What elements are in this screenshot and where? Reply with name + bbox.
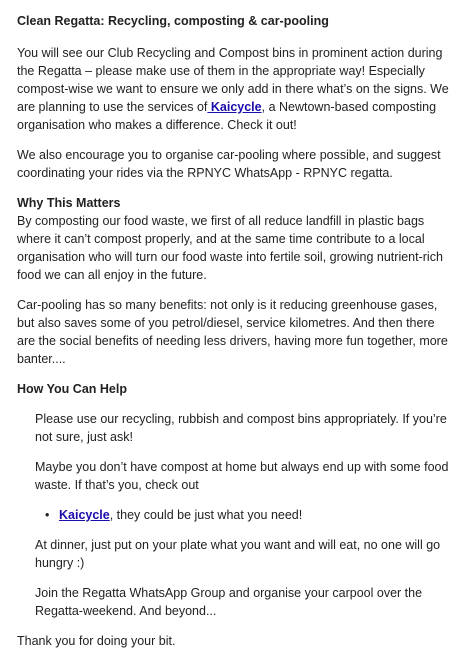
bullet-icon: • — [45, 508, 50, 522]
why-paragraph-carpooling: Car-pooling has so many benefits: not only is it reducing greenhouse gases, but also saves some of you petrol/diesel, service kilometres. And then there are the social benefits of needing less drivers, having more fun together, more banter.... — [17, 298, 448, 366]
carpool-paragraph: We also encourage you to organise car-pooling where possible, and suggest coordinating your rides via the RPNYC WhatsApp - RPNYC regatta. — [17, 148, 441, 180]
kaicycle-bullet-link[interactable]: Kaicycle — [59, 508, 110, 522]
why-paragraph-composting: By composting our food waste, we first of all reduce landfill in plastic bags where it can’t compost properly, and at the same time contribute to a local organisation who will turn our food waste into fertile soil, growing nutrient-rich food we can all enjoy in the future. — [17, 214, 443, 282]
list-item — [35, 506, 454, 524]
help-bullet-list — [35, 506, 454, 524]
intro-text-before: You will see our Club Recycling and Compost bins in prominent action during the Regatta – please make use of them in the appropriate way! Especially compost-wise we want to ensure we only add in there what’s on the signs. We are planning to use the services of — [17, 46, 449, 114]
why-heading: Why This Matters — [17, 196, 121, 210]
help-heading: How You Can Help — [17, 382, 127, 396]
help-item-whatsapp: Join the Regatta WhatsApp Group and organise your carpool over the Regatta-weekend. And beyond... — [35, 586, 423, 618]
help-section — [35, 410, 454, 620]
intro-paragraph — [17, 44, 454, 134]
kaicycle-link[interactable]: Kaicycle — [207, 100, 262, 114]
help-item-bins: Please use our recycling, rubbish and compost bins appropriately. If you’re not sure, just ask! — [35, 412, 447, 444]
help-item-dinner: At dinner, just put on your plate what you want and will eat, no one will go hungry :) — [35, 538, 441, 570]
intro-text-after: , a Newtown-based composting organisation who makes a difference. Check it out! — [17, 100, 437, 132]
closing-line: Thank you for doing your bit. — [17, 634, 176, 648]
bullet-text: , they could be just what you need! — [109, 508, 303, 522]
help-item-compost: Maybe you don’t have compost at home but always end up with some food waste. If that’s you, check out — [35, 460, 449, 492]
page-title: Clean Regatta: Recycling, composting & car-pooling — [17, 14, 329, 28]
